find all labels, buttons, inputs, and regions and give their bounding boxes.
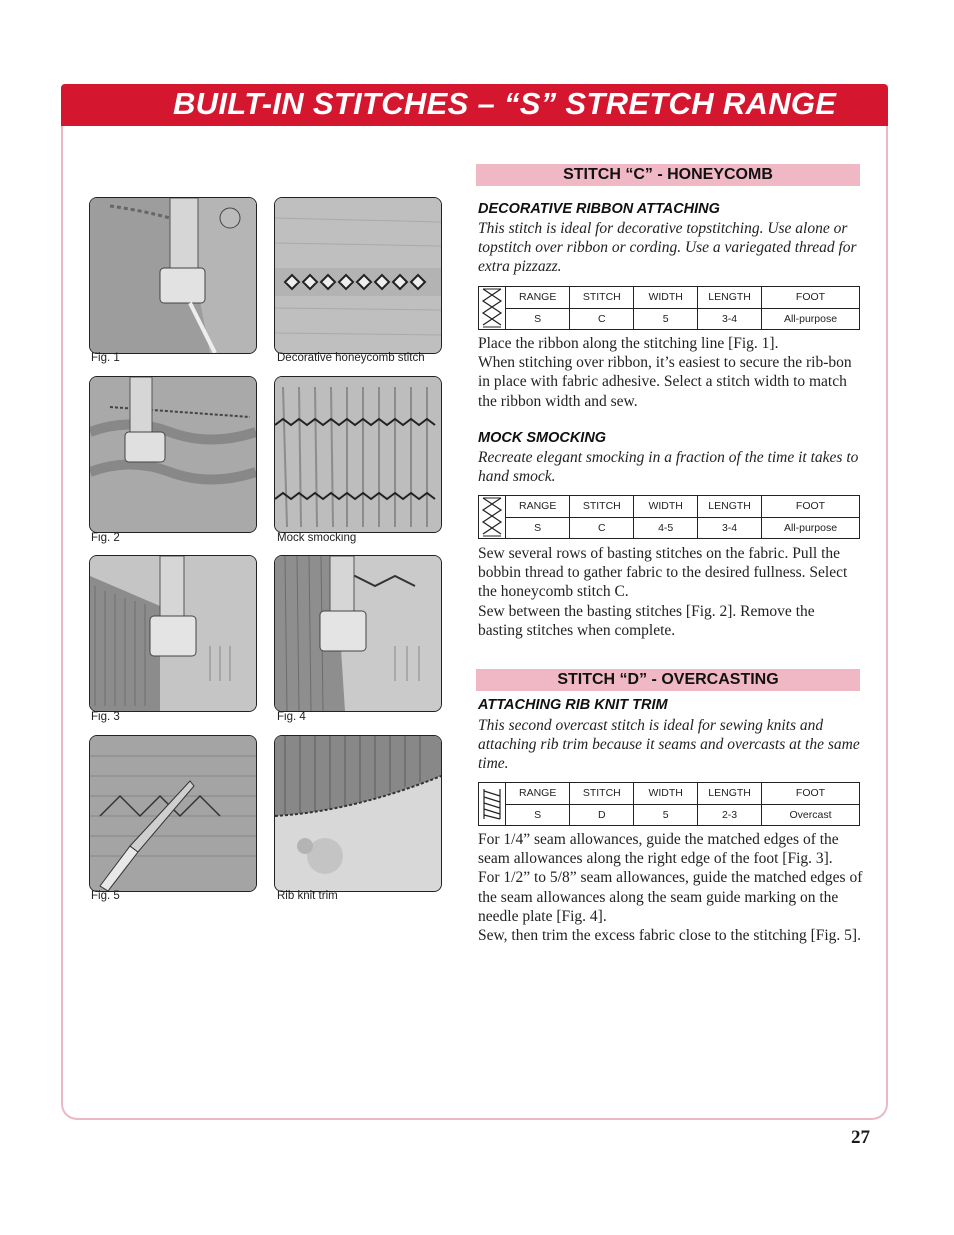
header-length: LENGTH — [698, 783, 762, 804]
value-range: S — [506, 804, 570, 825]
header-range: RANGE — [519, 291, 557, 304]
ribbon-intro: This stitch is ideal for decorative topstitching. Use alone or topstitch over ribbon or cording. Use a variegated thread for extra pizzazz. — [478, 220, 857, 276]
settings-table-smocking — [478, 495, 860, 539]
ribbon-step: Place the ribbon along the stitching line [Fig. 1]. — [478, 335, 779, 352]
rib-knit-step: For 1/4” seam allowances, guide the matched edges of the seam allowances along the right edge of the foot [Fig. 3]. — [478, 831, 839, 868]
section-header-overcasting: STITCH “D” - OVERCASTING — [476, 669, 860, 691]
fig2-caption: Fig. 2 — [91, 532, 120, 544]
smocking-step: Sew between the basting stitches [Fig. 2]. Remove the basting stitches when complete. — [478, 602, 815, 639]
header-range: RANGE — [519, 787, 557, 800]
ribbon-instructions — [478, 334, 863, 411]
value-foot: All-purpose — [762, 517, 860, 538]
rib-knit-caption: Rib knit trim — [277, 890, 338, 902]
header-stitch: STITCH — [570, 783, 634, 804]
fig2-photo — [89, 376, 257, 533]
value-length: 3-4 — [698, 517, 762, 538]
value-stitch: C — [570, 308, 634, 329]
settings-table-rib-knit — [478, 782, 860, 826]
header-stitch: STITCH — [570, 496, 634, 517]
value-stitch: D — [570, 804, 634, 825]
smocking-step: Sew several rows of basting stitches on the fabric. Pull the bobbin thread to gather fabric to the desired fullness. Select the honeycomb stitch C. — [478, 545, 848, 601]
header-foot: FOOT — [762, 783, 860, 804]
header-range: RANGE — [519, 500, 557, 513]
fig4-caption: Fig. 4 — [277, 711, 306, 723]
fig1-caption: Fig. 1 — [91, 352, 120, 364]
fig3-photo — [89, 555, 257, 712]
overcast-stitch-icon — [479, 783, 506, 825]
value-length: 3-4 — [698, 308, 762, 329]
rib-knit-instructions — [478, 830, 863, 945]
page-number: 27 — [851, 1127, 870, 1148]
value-foot: Overcast — [762, 804, 860, 825]
header-width: WIDTH — [634, 287, 698, 308]
header-foot: FOOT — [762, 496, 860, 517]
header-width: WIDTH — [634, 496, 698, 517]
fig4-photo — [274, 555, 442, 712]
subtitle-smocking: MOCK SMOCKING — [478, 430, 607, 446]
value-range: S — [506, 308, 570, 329]
value-width: 5 — [634, 308, 698, 329]
rib-knit-step: Sew, then trim the excess fabric close to the stitching [Fig. 5]. — [478, 927, 861, 945]
value-length: 2-3 — [698, 804, 762, 825]
header-stitch: STITCH — [570, 287, 634, 308]
subtitle-ribbon: DECORATIVE RIBBON ATTACHING — [478, 201, 720, 217]
value-stitch: C — [570, 517, 634, 538]
ribbon-step: When stitching over ribbon, it’s easiest to secure the rib-bon in place with fabric adhesive. Select a stitch width to match the ribbon width and sew. — [478, 354, 852, 410]
value-range: S — [506, 517, 570, 538]
header-length: LENGTH — [698, 496, 762, 517]
header-width: WIDTH — [634, 783, 698, 804]
settings-table-ribbon — [478, 286, 860, 330]
smocking-photo — [274, 376, 442, 533]
header-length: LENGTH — [698, 287, 762, 308]
value-foot: All-purpose — [762, 308, 860, 329]
page-title: BUILT-IN STITCHES – “S” STRETCH RANGE — [173, 86, 837, 121]
honeycomb-stitch-icon — [479, 496, 506, 538]
fig5-caption: Fig. 5 — [91, 890, 120, 902]
section-header-honeycomb: STITCH “C” - HONEYCOMB — [476, 164, 860, 186]
subtitle-rib-knit: ATTACHING RIB KNIT TRIM — [478, 697, 668, 713]
fig5-photo — [89, 735, 257, 892]
honeycomb-caption: Decorative honeycomb stitch — [277, 352, 425, 364]
honeycomb-stitch-icon — [479, 287, 506, 329]
rib-knit-step: For 1/2” to 5/8” seam allowances, guide the matched edges of the seam allowances along the seam guide marking on the needle plate [Fig. 4]. — [478, 869, 863, 925]
header-foot: FOOT — [762, 287, 860, 308]
smocking-intro: Recreate elegant smocking in a fraction of the time it takes to hand smock. — [478, 449, 859, 486]
fig3-caption: Fig. 3 — [91, 711, 120, 723]
smocking-instructions — [478, 544, 863, 640]
fig1-photo — [89, 197, 257, 354]
rib-knit-photo — [274, 735, 442, 892]
value-width: 5 — [634, 804, 698, 825]
smocking-caption: Mock smocking — [277, 532, 357, 544]
rib-knit-intro: This second overcast stitch is ideal for sewing knits and attaching rib trim because it seams and overcasts at the same time. — [478, 717, 860, 773]
value-width: 4-5 — [634, 517, 698, 538]
title-bar — [61, 84, 888, 126]
honeycomb-photo — [274, 197, 442, 354]
